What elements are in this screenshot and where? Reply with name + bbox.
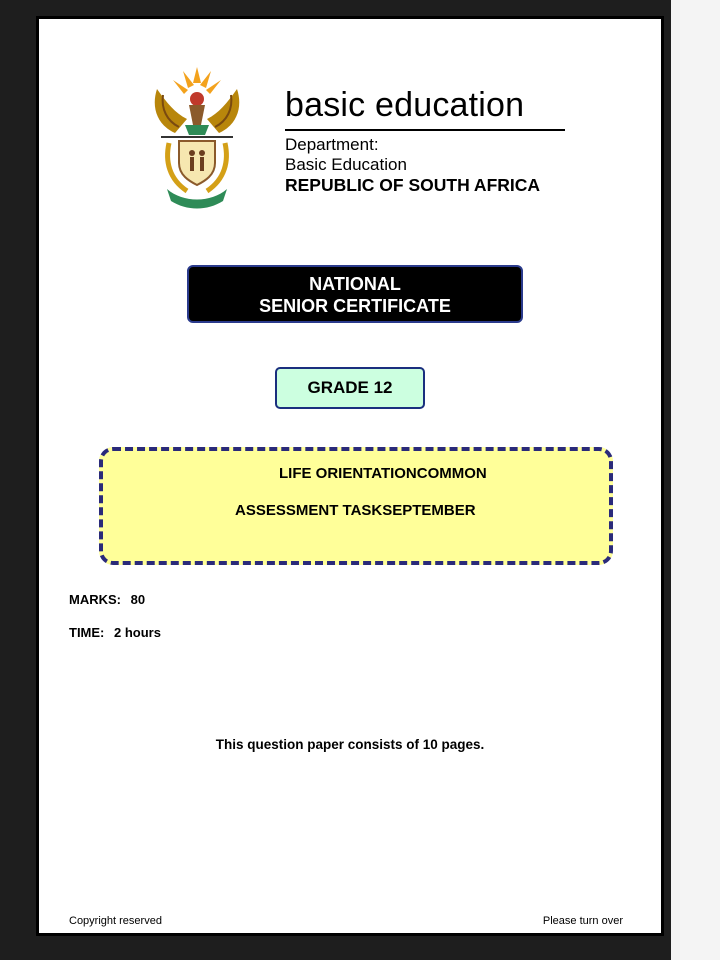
- department-brand: [285, 83, 565, 195]
- marks-label: MARKS:: [69, 592, 121, 607]
- right-margin: [671, 0, 720, 960]
- grade-badge: GRADE 12: [275, 367, 425, 409]
- time-row: [69, 625, 161, 640]
- marks-row: [69, 592, 145, 607]
- exam-cover-page: [36, 16, 664, 936]
- footer-copyright: Copyright reserved: [69, 915, 162, 927]
- marks-value: 80: [130, 592, 146, 607]
- department-line: Department:: [285, 135, 379, 154]
- country-name: REPUBLIC OF SOUTH AFRICA: [285, 175, 541, 195]
- subject-line-2: ASSESSMENT TASKSEPTEMBER: [235, 502, 476, 519]
- certificate-line-1: NATIONAL: [309, 274, 401, 294]
- coat-of-arms-icon: [147, 61, 247, 211]
- time-value: 2 hours: [114, 625, 161, 640]
- footer-turn-over: Please turn over: [542, 915, 623, 927]
- subject-box: [99, 447, 613, 565]
- department-name: Basic Education: [285, 155, 407, 174]
- brand-title: basic education: [285, 83, 565, 131]
- certificate-banner: [187, 265, 523, 323]
- time-label: TIME:: [69, 625, 105, 640]
- certificate-line-2: SENIOR CERTIFICATE: [259, 296, 451, 316]
- pages-note: This question paper consists of 10 pages.: [215, 737, 485, 752]
- subject-line-1: LIFE ORIENTATIONCOMMON: [279, 465, 487, 482]
